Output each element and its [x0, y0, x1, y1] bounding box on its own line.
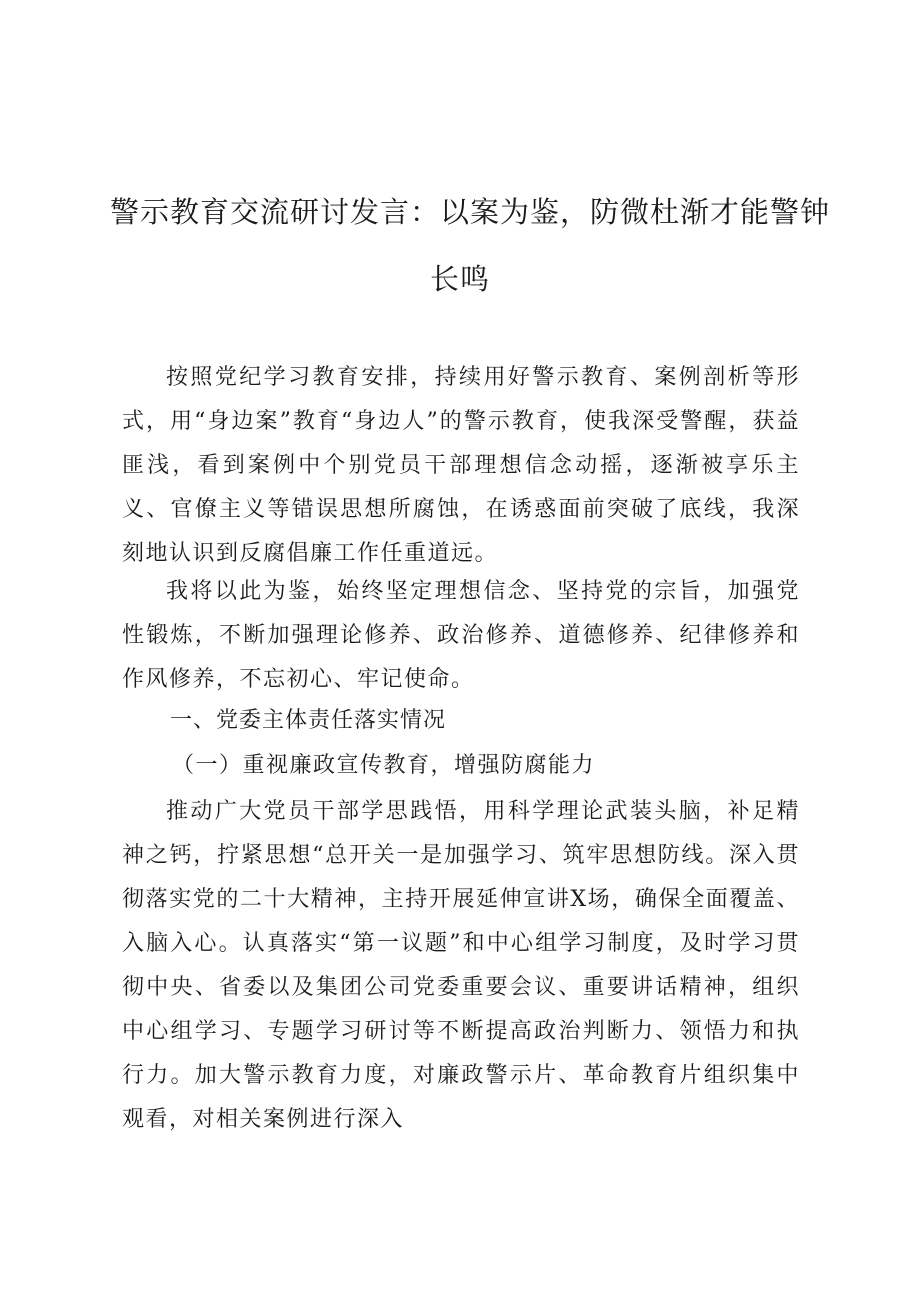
document-title-line-2: 长鸣 [429, 262, 490, 296]
document-title-line-1: 警示教育交流研讨发言：以案为鉴，防微杜渐才能警钟 [110, 195, 831, 229]
paragraph-3: 推动广大党员干部学思践悟，用科学理论武装头脑，补足精神之钙，拧紧思想“总开关一是加强学习、筑牢思想防线。深入贯彻落实党的二十大精神，主持开展延伸宣讲X场，确保全面覆盖、入脑入心。认真落实“第一议题”和中心组学习制度，及时学习贯彻中央、省委以及集团公司党委重要会议、重要讲话精神，组织中心组学习、专题学习研讨等不断提高政治判断力、领悟力和执行力。加大警示教育力度，对廉政警示片、革命教育片组织集中观看，对相关案例进行深入 [122, 799, 800, 1132]
subsection-heading-1: （一）重视廉政宣传教育，增强防腐能力 [172, 753, 596, 778]
intro-paragraphs [122, 356, 800, 576]
paragraph-1: 按照党纪学习教育安排，持续用好警示教育、案例剖析等形式，用“身边案”教育“身边人”的警示教育，使我深受警醒，获益匪浅，看到案例中个别党员干部理想信念动摇，逐渐被享乐主义、官僚主义等错误思想所腐蚀，在诱惑面前突破了底线，我深刻地认识到反腐倡廉工作任重道远。 [122, 365, 800, 566]
paragraph-2: 我将以此为鉴，始终坚定理想信念、坚持党的宗旨，加强党性锻炼，不断加强理论修养、政治修养、道德修养、纪律修养和作风修养，不忘初心、牢记使命。 [122, 579, 800, 692]
section-body [122, 790, 800, 1142]
section-heading-1: 一、党委主体责任落实情况 [170, 708, 447, 733]
commitment-paragraph-block [122, 570, 800, 702]
